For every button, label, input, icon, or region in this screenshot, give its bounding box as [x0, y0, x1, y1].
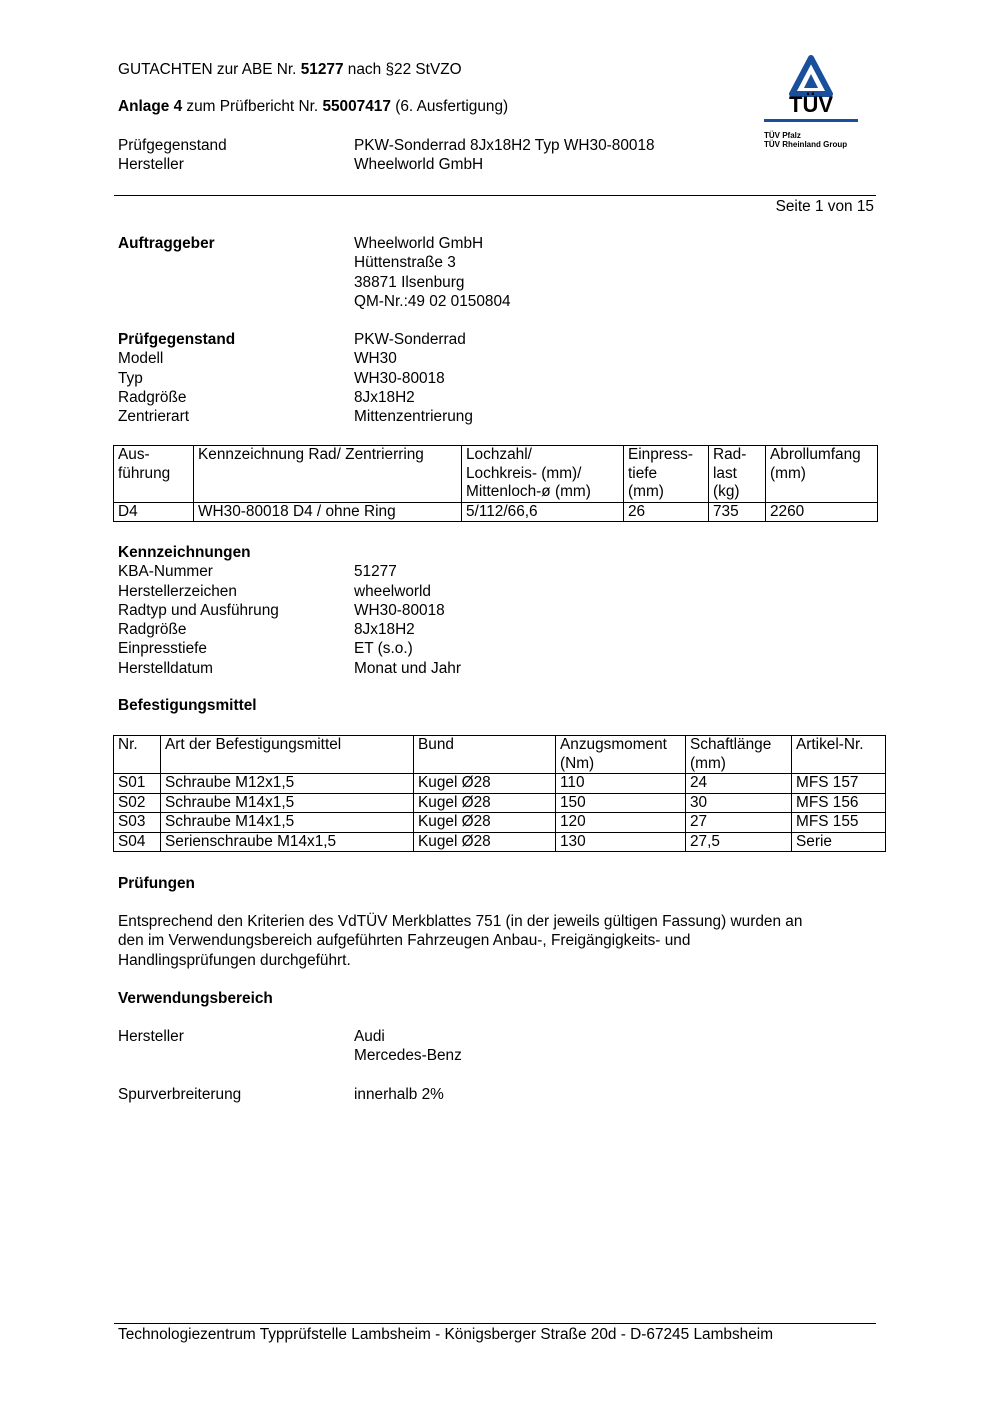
tests-line: den im Verwendungsbereich aufgeführten Fahrzeugen Anbau-, Freigängigkeits- und	[118, 932, 691, 950]
page-number: Seite 1 von 15	[775, 198, 874, 215]
tests-line: Entsprechend den Kriterien des VdTÜV Merkblattes 751 (in der jeweils gültigen Fassung) wurden an	[118, 913, 803, 930]
subject-heading: Prüfgegenstand	[118, 331, 236, 348]
table-cell: D4	[114, 502, 194, 522]
client-line: QM-Nr.:49 02 0150804	[354, 292, 511, 310]
marking-label: Radgröße	[118, 621, 187, 639]
table-cell: 27	[686, 813, 792, 833]
table-cell: 26	[624, 502, 709, 522]
logo-sub2: TÜV Rheinland Group	[764, 140, 848, 149]
table-cell: S03	[114, 813, 161, 833]
client-line: 38871 Ilsenburg	[354, 273, 465, 291]
footer-divider	[114, 1323, 876, 1324]
markings-values	[354, 562, 461, 678]
track-value: innerhalb 2%	[354, 1086, 444, 1103]
header-maker-value: Wheelworld GmbH	[354, 156, 484, 173]
tuev-logo	[762, 54, 862, 149]
usage-makers	[354, 1027, 462, 1066]
table-header-cell: Rad- last (kg)	[709, 446, 766, 503]
annex-line: Anlage 4 zum Prüfbericht Nr. 55007417 (6. Ausfertigung)	[118, 98, 509, 115]
subject-label: Modell	[118, 350, 164, 368]
table-header-cell: Abrollumfang (mm)	[766, 446, 878, 503]
table-cell: 150	[556, 793, 686, 813]
fasteners-table	[113, 735, 886, 852]
table-cell: Schraube M14x1,5	[161, 813, 414, 833]
subject-value: PKW-Sonderrad	[354, 331, 466, 348]
report-title: GUTACHTEN zur ABE Nr. 51277 nach §22 StVZO	[118, 61, 462, 78]
client-heading: Auftraggeber	[118, 235, 215, 252]
client-line: Hüttenstraße 3	[354, 254, 456, 272]
table-cell: Kugel Ø28	[414, 832, 556, 852]
tests-line: Handlingsprüfungen durchgeführt.	[118, 951, 351, 969]
client-line: Wheelworld GmbH	[354, 235, 484, 252]
table-header-row	[114, 736, 886, 774]
subject-label: Zentrierart	[118, 408, 189, 426]
table-cell: Schraube M12x1,5	[161, 774, 414, 794]
table-cell: Kugel Ø28	[414, 793, 556, 813]
markings-heading: Kennzeichnungen	[118, 544, 251, 561]
header-subject-label: Prüfgegenstand	[118, 137, 227, 154]
table-header-cell: Einpress- tiefe (mm)	[624, 446, 709, 503]
marking-value: wheelworld	[354, 582, 431, 600]
marking-value: 8Jx18H2	[354, 621, 415, 639]
usage-maker-label: Hersteller	[118, 1028, 184, 1045]
marking-value: ET (s.o.)	[354, 640, 413, 658]
header-divider	[114, 195, 876, 196]
table-header-row	[114, 446, 878, 503]
table-cell: 27,5	[686, 832, 792, 852]
table-header-cell: Artikel-Nr.	[792, 736, 886, 774]
usage-maker: Audi	[354, 1028, 385, 1045]
table-header-cell: Nr.	[114, 736, 161, 774]
marking-value: 51277	[354, 563, 397, 581]
tests-heading: Prüfungen	[118, 875, 195, 892]
header-subject-value: PKW-Sonderrad 8Jx18H2 Typ WH30-80018	[354, 137, 655, 154]
table-header-cell: Art der Befestigungsmittel	[161, 736, 414, 774]
table-row	[114, 774, 886, 794]
table-cell: Schraube M14x1,5	[161, 793, 414, 813]
tests-paragraph	[118, 912, 802, 970]
subject-labels	[118, 330, 235, 426]
header-maker-label: Hersteller	[118, 156, 184, 173]
marking-label: Einpresstiefe	[118, 640, 207, 658]
marking-label: Radtyp und Ausführung	[118, 601, 279, 619]
footer-text: Technologiezentrum Typprüfstelle Lambsheim - Königsberger Straße 20d - D-67245 Lambsheim	[118, 1326, 774, 1343]
logo-underline	[764, 119, 858, 122]
table-cell: Serienschraube M14x1,5	[161, 832, 414, 852]
tuev-triangle-icon	[762, 54, 862, 114]
table-cell: Kugel Ø28	[414, 774, 556, 794]
marking-label: KBA-Nummer	[118, 563, 213, 581]
table-cell: 120	[556, 813, 686, 833]
usage-heading: Verwendungsbereich	[118, 990, 273, 1007]
table-cell: 30	[686, 793, 792, 813]
wheel-table	[113, 445, 878, 522]
client-address	[354, 234, 511, 311]
subject-values	[354, 330, 473, 426]
track-label: Spurverbreiterung	[118, 1086, 242, 1103]
table-cell: 2260	[766, 502, 878, 522]
table-cell: MFS 157	[792, 774, 886, 794]
table-cell: S02	[114, 793, 161, 813]
subject-value: WH30	[354, 350, 397, 368]
marking-value: Monat und Jahr	[354, 659, 461, 677]
table-cell: Serie	[792, 832, 886, 852]
table-cell: WH30-80018 D4 / ohne Ring	[194, 502, 462, 522]
subject-value: 8Jx18H2	[354, 388, 415, 406]
logo-text: TÜV	[789, 92, 833, 114]
table-cell: S01	[114, 774, 161, 794]
table-header-cell: Kennzeichnung Rad/ Zentrierring	[194, 446, 462, 503]
table-header-cell: Anzugsmoment (Nm)	[556, 736, 686, 774]
table-cell: Kugel Ø28	[414, 813, 556, 833]
table-row	[114, 793, 886, 813]
table-header-cell: Schaftlänge (mm)	[686, 736, 792, 774]
table-row	[114, 832, 886, 852]
subject-value: Mittenzentrierung	[354, 408, 473, 426]
table-cell: S04	[114, 832, 161, 852]
table-cell: 24	[686, 774, 792, 794]
table-header-cell: Bund	[414, 736, 556, 774]
table-header-cell: Aus- führung	[114, 446, 194, 503]
table-cell: MFS 156	[792, 793, 886, 813]
fasteners-heading: Befestigungsmittel	[118, 697, 257, 714]
table-cell: 5/112/66,6	[462, 502, 624, 522]
marking-value: WH30-80018	[354, 601, 445, 619]
subject-label: Radgröße	[118, 388, 187, 406]
usage-maker: Mercedes-Benz	[354, 1047, 462, 1065]
table-cell: 130	[556, 832, 686, 852]
markings-labels	[118, 543, 279, 678]
subject-value: WH30-80018	[354, 369, 445, 387]
table-cell: 110	[556, 774, 686, 794]
subject-label: Typ	[118, 369, 143, 387]
table-cell: 735	[709, 502, 766, 522]
logo-sub1: TÜV Pfalz	[764, 131, 801, 140]
table-cell: MFS 155	[792, 813, 886, 833]
table-row	[114, 502, 878, 522]
table-header-cell: Lochzahl/ Lochkreis- (mm)/ Mittenloch-ø (mm)	[462, 446, 624, 503]
marking-label: Herstellerzeichen	[118, 582, 237, 600]
table-row	[114, 813, 886, 833]
marking-label: Herstelldatum	[118, 659, 213, 677]
